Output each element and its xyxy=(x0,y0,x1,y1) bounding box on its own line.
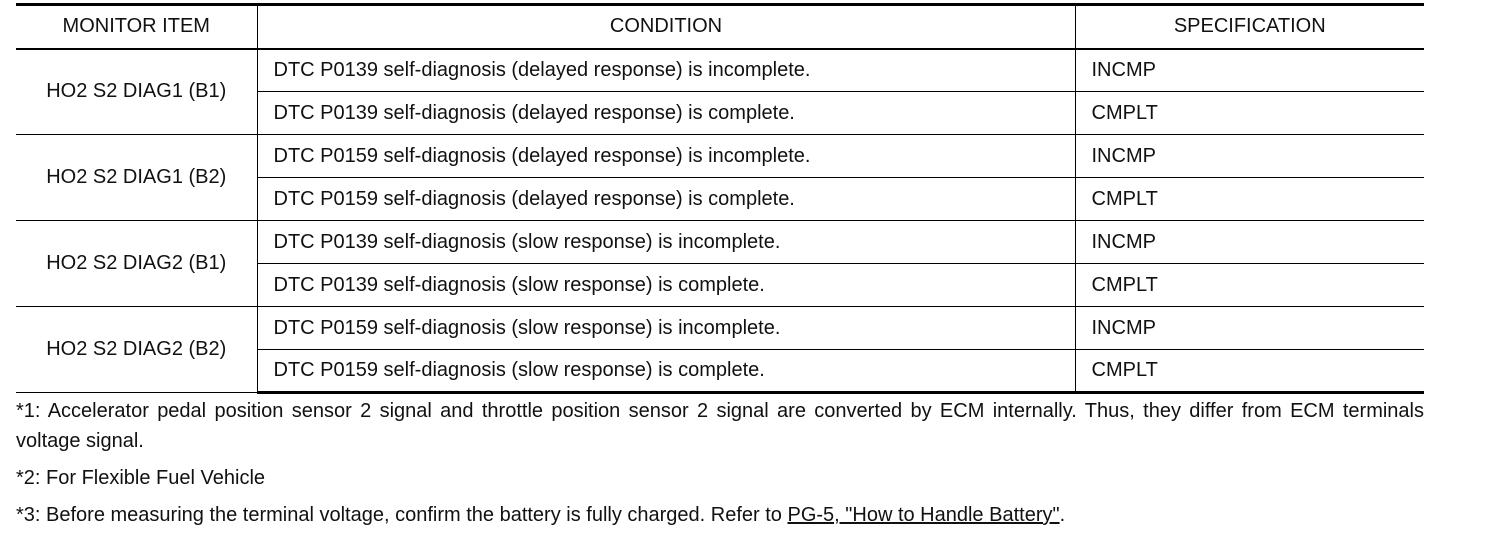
footnote-3-text: *3: Before measuring the terminal voltage, confirm the battery is fully charged. Refer to xyxy=(16,504,788,526)
table-row xyxy=(16,49,1424,92)
footnote-3 xyxy=(16,500,1424,530)
header-monitor-item: MONITOR ITEM xyxy=(16,5,257,49)
footnote-1: *1: Accelerator pedal position sensor 2 signal and throttle position sensor 2 signal are converted by ECM internally. Thus, they differ from ECM terminals voltage signal. xyxy=(16,400,1424,452)
specification-cell: INCMP xyxy=(1075,49,1424,92)
condition-cell: DTC P0139 self-diagnosis (slow response) is complete. xyxy=(257,264,1075,307)
specification-cell: CMPLT xyxy=(1075,178,1424,221)
condition-cell: DTC P0159 self-diagnosis (delayed response) is complete. xyxy=(257,178,1075,221)
condition-cell: DTC P0139 self-diagnosis (delayed response) is complete. xyxy=(257,92,1075,135)
specification-cell: INCMP xyxy=(1075,135,1424,178)
specification-cell: CMPLT xyxy=(1075,350,1424,393)
table-header-row xyxy=(16,5,1424,49)
table-row xyxy=(16,307,1424,350)
condition-cell: DTC P0159 self-diagnosis (slow response) is incomplete. xyxy=(257,307,1075,350)
specification-cell: INCMP xyxy=(1075,307,1424,350)
monitor-item-cell: HO2 S2 DIAG1 (B2) xyxy=(16,135,257,221)
condition-cell: DTC P0159 self-diagnosis (slow response) is complete. xyxy=(257,350,1075,393)
battery-handling-link[interactable]: PG-5, "How to Handle Battery" xyxy=(787,504,1060,526)
footnote-3-period: . xyxy=(1059,504,1066,526)
monitor-item-cell: HO2 S2 DIAG1 (B1) xyxy=(16,49,257,135)
footnotes xyxy=(16,396,1424,537)
condition-cell: DTC P0139 self-diagnosis (delayed response) is incomplete. xyxy=(257,49,1075,92)
header-condition: CONDITION xyxy=(257,5,1075,49)
header-specification: SPECIFICATION xyxy=(1075,5,1424,49)
condition-cell: DTC P0139 self-diagnosis (slow response) is incomplete. xyxy=(257,221,1075,264)
table-row xyxy=(16,135,1424,178)
specification-cell: CMPLT xyxy=(1075,92,1424,135)
condition-cell: DTC P0159 self-diagnosis (delayed response) is incomplete. xyxy=(257,135,1075,178)
monitor-item-cell: HO2 S2 DIAG2 (B2) xyxy=(16,307,257,393)
monitor-spec-table xyxy=(16,3,1424,394)
monitor-item-cell: HO2 S2 DIAG2 (B1) xyxy=(16,221,257,307)
specification-cell: INCMP xyxy=(1075,221,1424,264)
specification-cell: CMPLT xyxy=(1075,264,1424,307)
footnote-2: *2: For Flexible Fuel Vehicle xyxy=(16,467,266,489)
table-row xyxy=(16,221,1424,264)
